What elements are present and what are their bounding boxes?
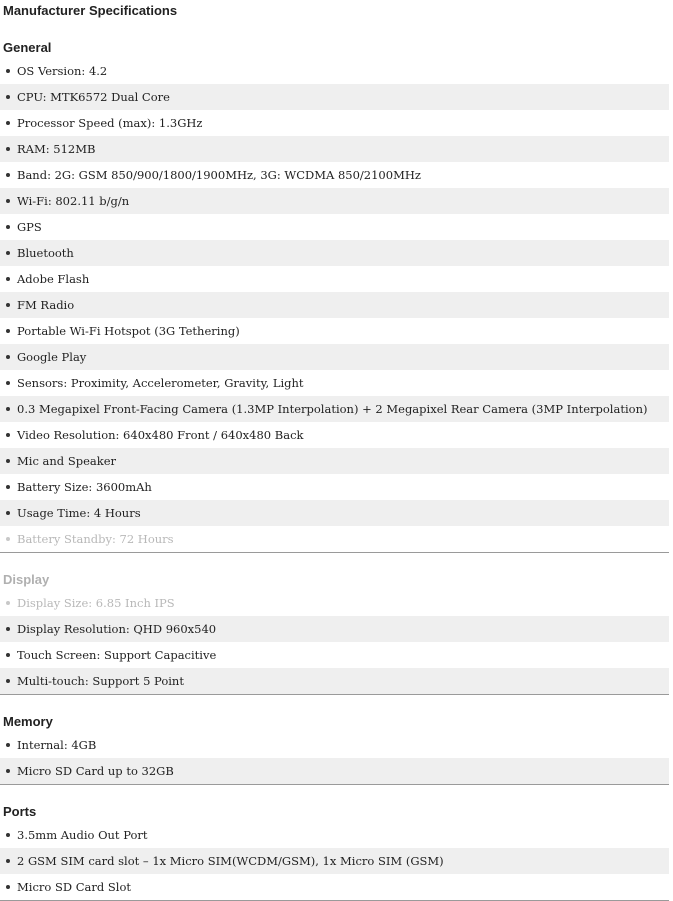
spec-item-cpu xyxy=(0,84,669,110)
bullet-icon xyxy=(6,381,10,385)
page-title: Manufacturer Specifications xyxy=(3,3,178,18)
bullet-icon xyxy=(6,329,10,333)
spec-item-video-resolution xyxy=(0,422,669,448)
bullet-icon xyxy=(6,277,10,281)
spec-item-camera xyxy=(0,396,669,422)
section-display xyxy=(0,570,669,695)
bullet-icon xyxy=(6,433,10,437)
spec-item-display-size xyxy=(0,590,669,616)
spec-item-label: OS Version: 4.2 xyxy=(17,64,108,78)
spec-item-gps xyxy=(0,214,669,240)
spec-item-label: Battery Standby: 72 Hours xyxy=(17,532,174,546)
bullet-icon xyxy=(6,627,10,631)
spec-item-ram xyxy=(0,136,669,162)
spec-item-label: Video Resolution: 640x480 Front / 640x480 Back xyxy=(17,428,304,442)
spec-item-label: Display Resolution: QHD 960x540 xyxy=(17,622,217,636)
spec-item-sim-slots xyxy=(0,848,669,874)
spec-item-label: Micro SD Card Slot xyxy=(17,880,131,894)
spec-item-label: Touch Screen: Support Capacitive xyxy=(17,648,217,662)
spec-item-label: Wi-Fi: 802.11 b/g/n xyxy=(17,194,130,208)
spec-item-sensors xyxy=(0,370,669,396)
bullet-icon xyxy=(6,199,10,203)
spec-item-sd-slot xyxy=(0,874,669,900)
spec-item-label: FM Radio xyxy=(17,298,75,312)
spec-item-label: Mic and Speaker xyxy=(17,454,117,468)
bullet-icon xyxy=(6,69,10,73)
bullet-icon xyxy=(6,355,10,359)
spec-item-google-play xyxy=(0,344,669,370)
spec-item-processor-speed xyxy=(0,110,669,136)
spec-item-battery-standby xyxy=(0,526,669,552)
spec-item-label: RAM: 512MB xyxy=(17,142,96,156)
bullet-icon xyxy=(6,303,10,307)
spec-item-band xyxy=(0,162,669,188)
bullet-icon xyxy=(6,601,10,605)
spec-item-label: Processor Speed (max): 1.3GHz xyxy=(17,116,203,130)
spec-item-audio-port xyxy=(0,822,669,848)
section-memory xyxy=(0,712,669,785)
spec-item-label: Adobe Flash xyxy=(17,272,90,286)
spec-item-label: Band: 2G: GSM 850/900/1800/1900MHz, 3G: WCDMA 850/2100MHz xyxy=(17,168,421,182)
section-heading-display: Display xyxy=(3,572,50,587)
spec-item-label: Battery Size: 3600mAh xyxy=(17,480,152,494)
spec-item-label: Google Play xyxy=(17,350,87,364)
spec-list-display xyxy=(0,590,669,695)
bullet-icon xyxy=(6,769,10,773)
spec-item-label: Internal: 4GB xyxy=(17,738,97,752)
bullet-icon xyxy=(6,679,10,683)
spec-item-adobe-flash xyxy=(0,266,669,292)
spec-item-mic-speaker xyxy=(0,448,669,474)
spec-item-battery-size xyxy=(0,474,669,500)
bullet-icon xyxy=(6,653,10,657)
bullet-icon xyxy=(6,859,10,863)
spec-item-usage-time xyxy=(0,500,669,526)
bullet-icon xyxy=(6,225,10,229)
spec-item-label: Bluetooth xyxy=(17,246,74,260)
bullet-icon xyxy=(6,121,10,125)
section-heading-memory: Memory xyxy=(3,714,53,729)
bullet-icon xyxy=(6,833,10,837)
spec-item-wifi xyxy=(0,188,669,214)
bullet-icon xyxy=(6,147,10,151)
spec-item-label: Sensors: Proximity, Accelerometer, Gravity, Light xyxy=(17,376,304,390)
spec-list-ports xyxy=(0,822,669,901)
spec-list-memory xyxy=(0,732,669,785)
spec-item-os-version xyxy=(0,58,669,84)
bullet-icon xyxy=(6,459,10,463)
spec-item-label: Display Size: 6.85 Inch IPS xyxy=(17,596,175,610)
bullet-icon xyxy=(6,511,10,515)
spec-item-fm-radio xyxy=(0,292,669,318)
spec-item-micro-sd xyxy=(0,758,669,784)
bullet-icon xyxy=(6,173,10,177)
bullet-icon xyxy=(6,95,10,99)
spec-list-general xyxy=(0,58,669,553)
bullet-icon xyxy=(6,743,10,747)
spec-item-label: Usage Time: 4 Hours xyxy=(17,506,141,520)
bullet-icon xyxy=(6,537,10,541)
section-ports xyxy=(0,802,669,901)
spec-item-label: Portable Wi-Fi Hotspot (3G Tethering) xyxy=(17,324,240,338)
spec-item-internal-storage xyxy=(0,732,669,758)
section-heading-general: General xyxy=(3,40,52,55)
spec-item-display-resolution xyxy=(0,616,669,642)
spec-item-hotspot xyxy=(0,318,669,344)
bullet-icon xyxy=(6,485,10,489)
spec-item-label: 0.3 Megapixel Front-Facing Camera (1.3MP Interpolation) + 2 Megapixel Rear Camera (3MP Interpolation) xyxy=(17,402,648,416)
spec-item-touch-screen xyxy=(0,642,669,668)
section-general xyxy=(0,38,669,553)
spec-item-label: Multi-touch: Support 5 Point xyxy=(17,674,184,688)
spec-item-label: 3.5mm Audio Out Port xyxy=(17,828,148,842)
spec-item-label: GPS xyxy=(17,220,42,234)
spec-item-label: Micro SD Card up to 32GB xyxy=(17,764,174,778)
spec-item-bluetooth xyxy=(0,240,669,266)
spec-item-label: 2 GSM SIM card slot – 1x Micro SIM(WCDM/GSM), 1x Micro SIM (GSM) xyxy=(17,854,444,868)
bullet-icon xyxy=(6,407,10,411)
bullet-icon xyxy=(6,885,10,889)
section-heading-ports: Ports xyxy=(3,804,37,819)
bullet-icon xyxy=(6,251,10,255)
spec-item-label: CPU: MTK6572 Dual Core xyxy=(17,90,170,104)
spec-item-multi-touch xyxy=(0,668,669,694)
